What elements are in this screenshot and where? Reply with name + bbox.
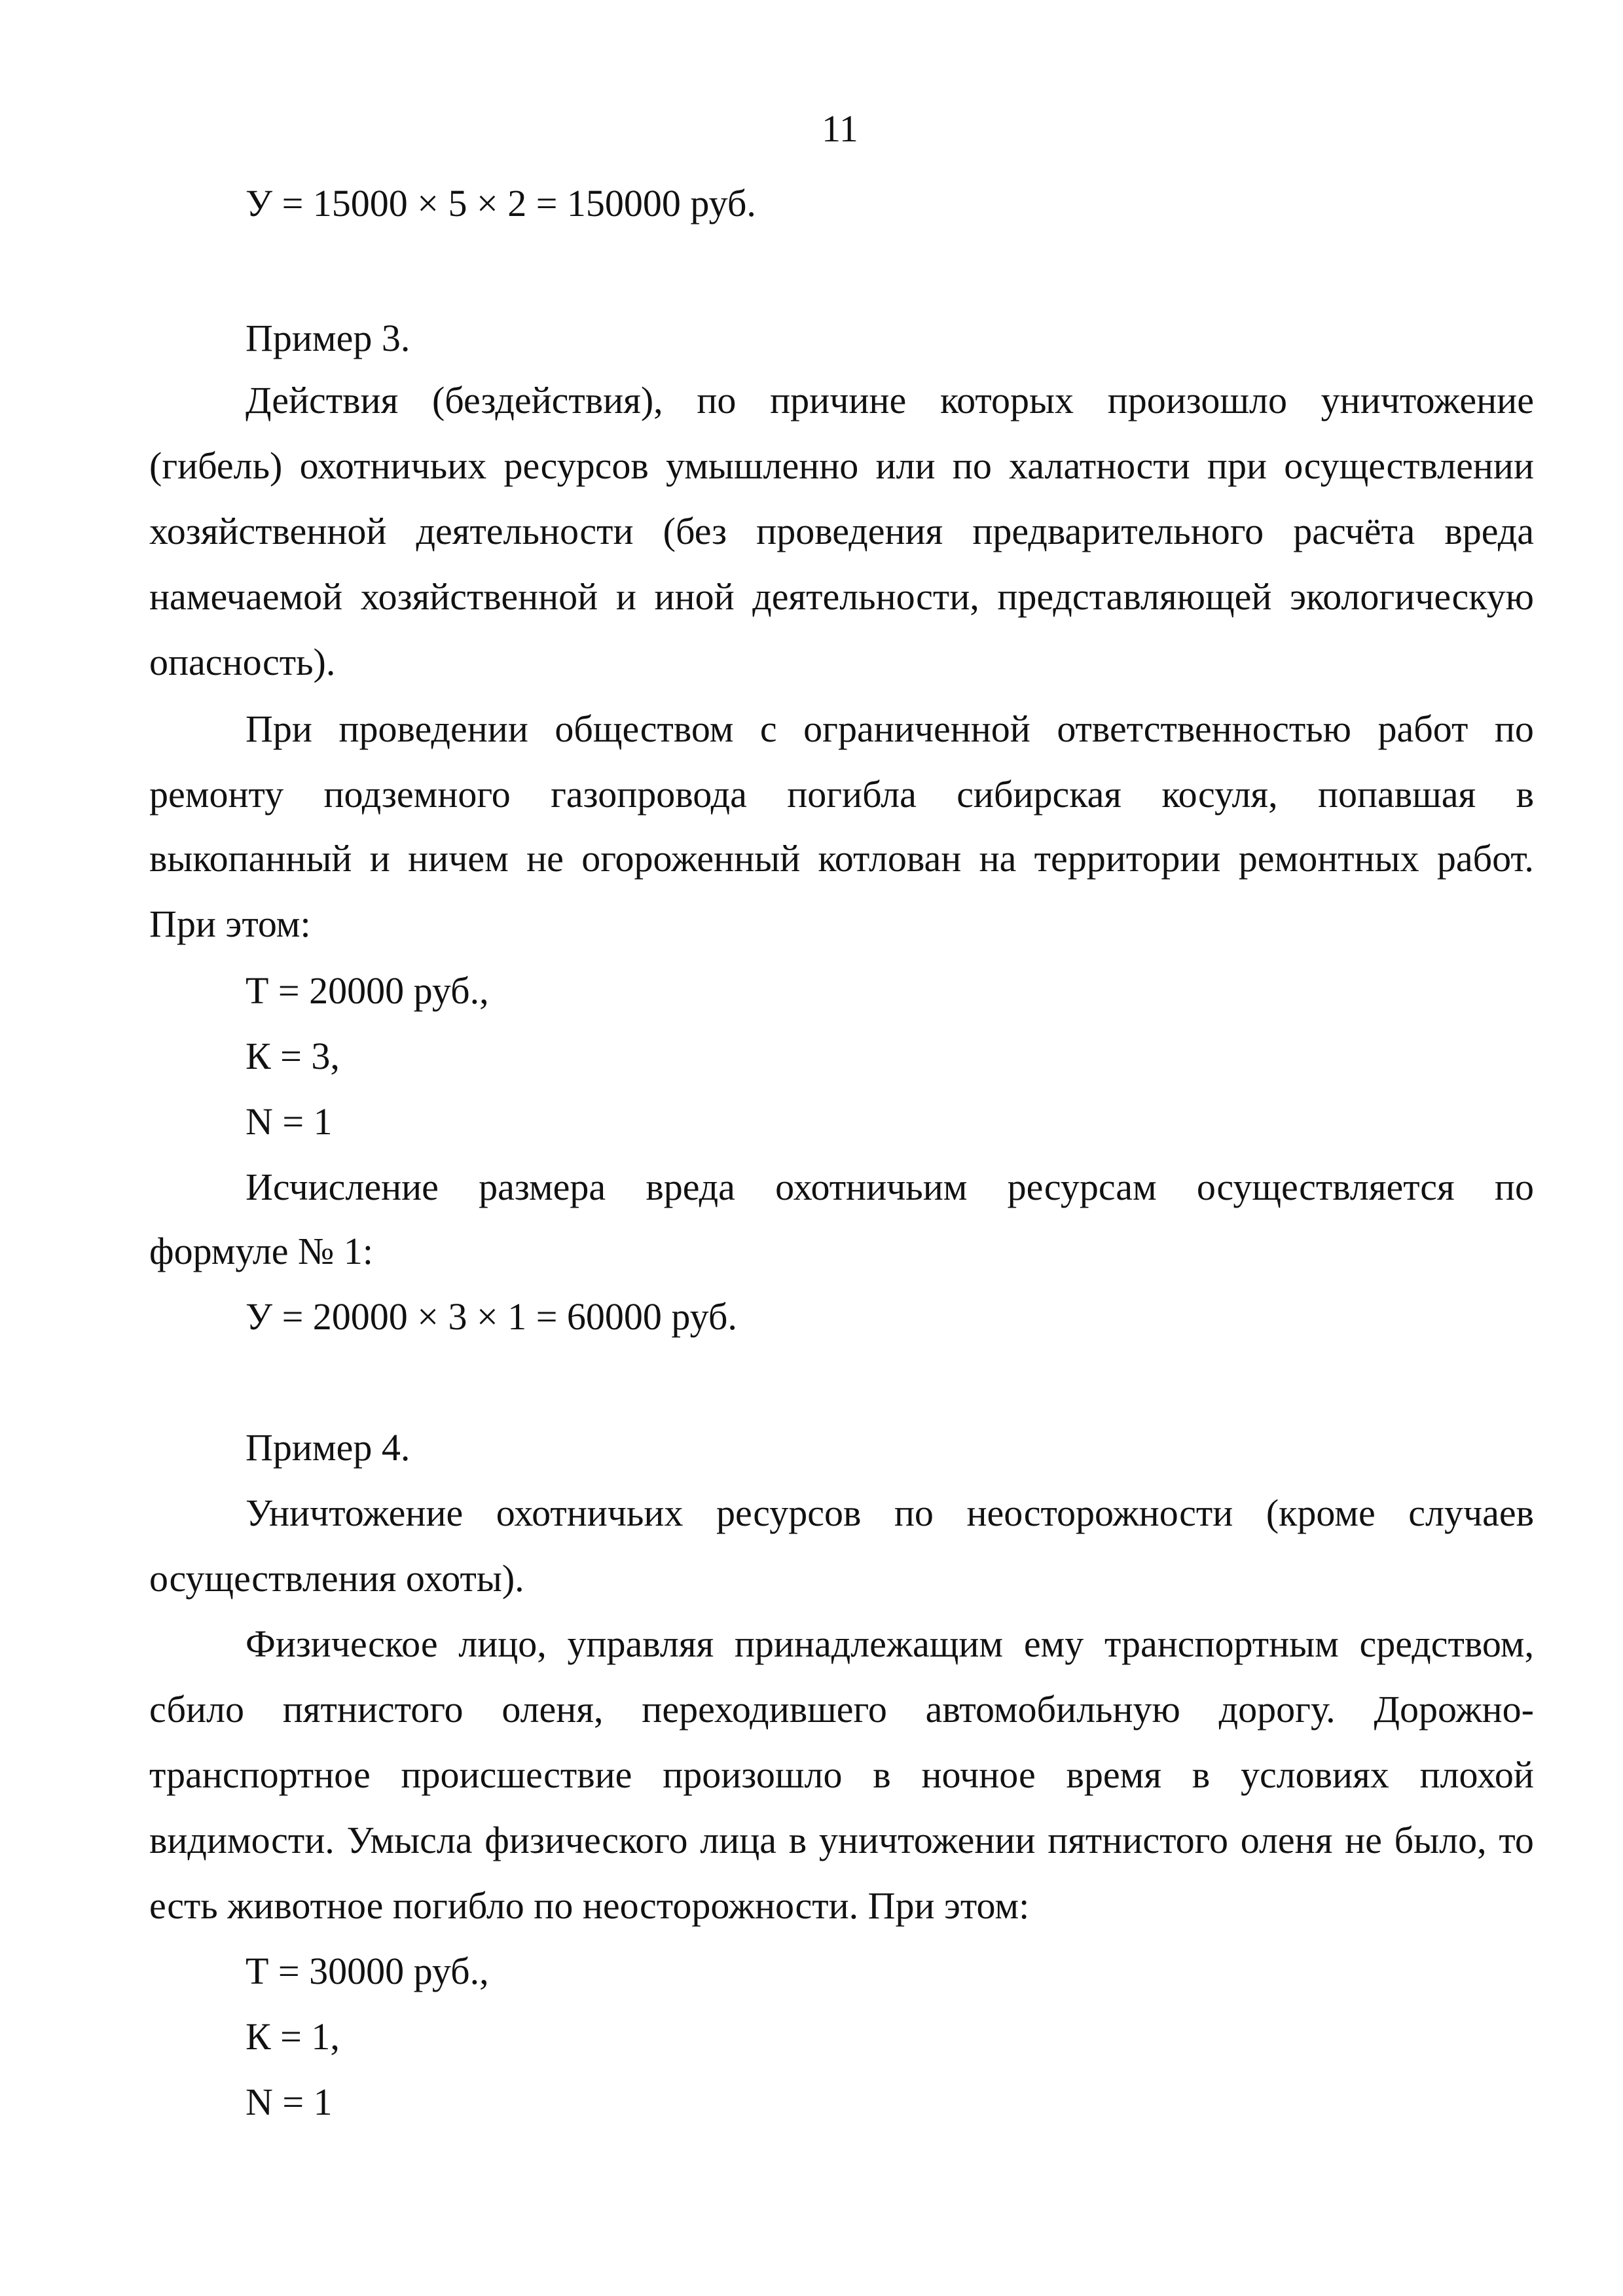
word: (гибель)	[149, 444, 283, 487]
example2-result-formula: У = 15000 × 5 × 2 = 150000 руб.	[246, 182, 756, 224]
example4-para2-line5: есть животное погибло по неосторожности. При этом:	[149, 1884, 1030, 1927]
word: проведения	[756, 510, 943, 552]
word: Умысла	[346, 1819, 473, 1861]
word: деятельности	[416, 510, 634, 552]
example3-para1-line5: опасность).	[149, 641, 336, 683]
example3-para2-line1	[246, 710, 1534, 748]
word: хозяйственной	[149, 510, 387, 552]
example3-n-value: N = 1	[246, 1100, 333, 1143]
word: физического	[484, 1819, 688, 1861]
word: дорогу.	[1218, 1688, 1336, 1731]
word: условиях	[1240, 1753, 1389, 1796]
example3-para1-line2	[149, 444, 1534, 487]
word: плохой	[1419, 1753, 1534, 1796]
word: ничем	[408, 837, 509, 880]
word: по	[894, 1492, 934, 1534]
word: пятнистого	[1048, 1819, 1229, 1861]
word: время	[1066, 1753, 1161, 1796]
word: не	[1345, 1819, 1382, 1861]
word: представляющей	[997, 575, 1272, 618]
word: по	[1494, 708, 1534, 750]
word: иной	[654, 575, 735, 618]
word: в	[873, 1753, 891, 1796]
word: подземного	[323, 773, 511, 816]
word: и	[369, 837, 390, 880]
example4-para2-line1	[246, 1625, 1534, 1663]
word: переходившего	[642, 1688, 887, 1731]
word: лицо,	[458, 1623, 547, 1665]
example4-k-value: К = 1,	[246, 2015, 340, 2058]
word: в	[1516, 773, 1534, 816]
word: размера	[479, 1166, 606, 1208]
word: При	[246, 708, 312, 750]
word: вреда	[646, 1166, 735, 1208]
word: причине	[770, 379, 907, 422]
word: (кроме	[1266, 1492, 1376, 1534]
example3-para1-line4	[149, 575, 1534, 618]
word: управляя	[567, 1623, 714, 1665]
word: намечаемой	[149, 575, 343, 618]
word: ремонтных	[1238, 837, 1419, 880]
word: на	[979, 837, 1017, 880]
word: (без	[663, 510, 727, 552]
example4-heading: Пример 4.	[246, 1426, 410, 1469]
example3-para2-line3	[149, 837, 1534, 880]
word: уничтожении	[818, 1819, 1036, 1861]
word: неосторожности	[966, 1492, 1233, 1534]
word: ресурсов	[503, 444, 649, 487]
word: транспортное	[149, 1753, 371, 1796]
word: ограниченной	[803, 708, 1030, 750]
word: в	[788, 1819, 807, 1861]
example4-para2-line4	[149, 1821, 1534, 1859]
word: ночное	[921, 1753, 1036, 1796]
word: ремонту	[149, 773, 284, 816]
word: косуля,	[1161, 773, 1278, 816]
word: охотничьим	[775, 1166, 968, 1208]
word: Дорожно-	[1374, 1688, 1534, 1731]
word: по	[1494, 1166, 1534, 1208]
example3-para1-line3	[149, 512, 1534, 550]
word: погибла	[787, 773, 917, 816]
word: при	[1207, 444, 1267, 487]
page-number: 11	[822, 107, 858, 150]
word: предварительного	[972, 510, 1264, 552]
word: хозяйственной	[360, 575, 598, 618]
word: выкопанный	[149, 837, 352, 880]
word: умышленно	[665, 444, 859, 487]
example4-para1-line1	[246, 1494, 1534, 1532]
word: ресурсов	[716, 1492, 862, 1534]
word: охотничьих	[299, 444, 487, 487]
word: проведении	[338, 708, 528, 750]
example3-para2-line4: При этом:	[149, 903, 311, 945]
example3-t-value: Т = 20000 руб.,	[246, 969, 489, 1012]
word: ресурсам	[1007, 1166, 1157, 1208]
example4-para1-line2: осуществления охоты).	[149, 1557, 524, 1600]
word: осуществлении	[1284, 444, 1534, 487]
word: по	[697, 379, 737, 422]
word: халатности	[1009, 444, 1190, 487]
word: оленя,	[501, 1688, 604, 1731]
word: попавшая	[1317, 773, 1476, 816]
word: и	[615, 575, 636, 618]
word: (бездействия),	[431, 379, 663, 422]
word: лица	[700, 1819, 777, 1861]
word: Физическое	[246, 1623, 438, 1665]
word: автомобильную	[925, 1688, 1180, 1731]
word: Действия	[246, 379, 399, 422]
example3-heading: Пример 3.	[246, 317, 410, 359]
word: пятнистого	[282, 1688, 464, 1731]
example3-k-value: К = 3,	[246, 1035, 340, 1077]
word: расчёта	[1293, 510, 1415, 552]
word: охотничьих	[496, 1492, 684, 1534]
word: работ	[1377, 708, 1468, 750]
example4-t-value: Т = 30000 руб.,	[246, 1950, 489, 1992]
word: средством,	[1359, 1623, 1534, 1665]
example3-para2-line2	[149, 773, 1534, 816]
word: котлован	[818, 837, 962, 880]
word: оленя	[1240, 1819, 1333, 1861]
word: сибирская	[957, 773, 1122, 816]
word: работ.	[1436, 837, 1534, 880]
word: экологическую	[1290, 575, 1534, 618]
word: огороженный	[581, 837, 801, 880]
word: вреда	[1444, 510, 1534, 552]
word: с	[759, 708, 777, 750]
word: Уничтожение	[246, 1492, 464, 1534]
word: в	[1192, 1753, 1211, 1796]
example3-calc-line1	[246, 1168, 1534, 1206]
word: видимости.	[149, 1819, 335, 1861]
example4-para2-line2	[149, 1688, 1534, 1731]
word: транспортным	[1104, 1623, 1339, 1665]
word: территории	[1034, 837, 1221, 880]
word: не	[526, 837, 564, 880]
word: произошло	[663, 1753, 843, 1796]
word: газопровода	[551, 773, 747, 816]
word: произошло	[1107, 379, 1287, 422]
example3-result-formula: У = 20000 × 3 × 1 = 60000 руб.	[246, 1295, 737, 1338]
word: Исчисление	[246, 1166, 439, 1208]
word: принадлежащим	[734, 1623, 1004, 1665]
example3-para1-line1	[246, 379, 1534, 422]
word: то	[1499, 1819, 1534, 1861]
word: обществом	[555, 708, 734, 750]
word: было,	[1394, 1819, 1487, 1861]
word: случаев	[1408, 1492, 1534, 1534]
word: ответственностью	[1057, 708, 1352, 750]
word: происшествие	[401, 1753, 632, 1796]
word: деятельности,	[752, 575, 979, 618]
example4-para2-line3	[149, 1753, 1534, 1796]
word: ему	[1023, 1623, 1084, 1665]
word: или	[875, 444, 936, 487]
word: по	[952, 444, 992, 487]
word: которых	[939, 379, 1074, 422]
word: уничтожение	[1321, 379, 1534, 422]
word: осуществляется	[1196, 1166, 1455, 1208]
example4-n-value: N = 1	[246, 2081, 333, 2123]
word: сбило	[149, 1688, 244, 1731]
example3-calc-line2: формуле № 1:	[149, 1230, 373, 1272]
